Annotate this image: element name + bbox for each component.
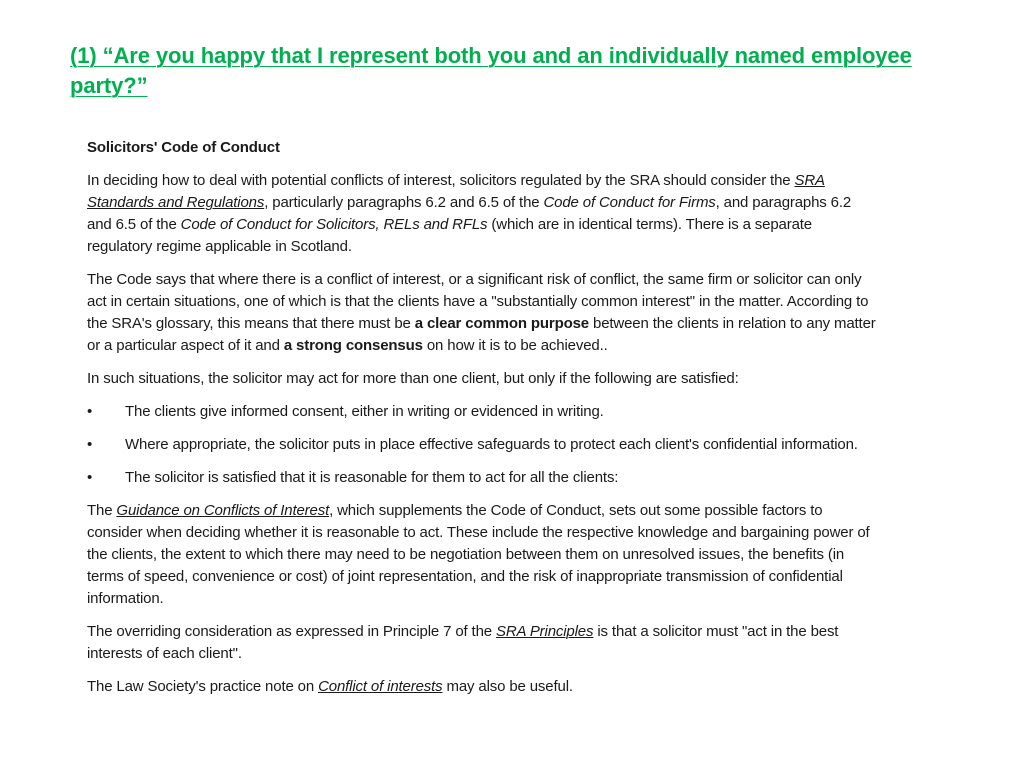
bullet-icon: • <box>87 469 93 486</box>
list-item-text: The clients give informed consent, either in writing or evidenced in writing. <box>125 403 604 420</box>
paragraph-principle-7 <box>87 621 877 665</box>
conflict-of-interests-link[interactable]: Conflict of interests <box>318 678 443 695</box>
document-body <box>87 137 877 709</box>
section-heading: Solicitors' Code of Conduct <box>87 139 280 156</box>
text-run: , which supplements the Code of Conduct, sets out some possible factors to consider when deciding whether it is reasonable to act. These include the respective knowledge and bargaining power of the clients, the extent to which there may need to be negotiation between them on unresolved issues, the benefits (in terms of speed, convenience or cost) of joint representation, and the risk of inappropriate transmission of confidential information. <box>87 502 870 607</box>
bold-strong-consensus: a strong consensus <box>283 337 423 354</box>
list-item-text: The solicitor is satisfied that it is reasonable for them to act for all the clients: <box>125 469 619 486</box>
sra-standards-link[interactable]: SRA Standards and Regulations <box>87 172 825 211</box>
text-run: The overriding consideration as expressed in Principle 7 of the <box>87 623 496 640</box>
list-item <box>87 434 877 456</box>
paragraph-practice-note <box>87 676 877 698</box>
text-run: The Law Society's practice note on <box>87 678 319 695</box>
text-run: may also be useful. <box>442 678 573 695</box>
text-run: The <box>87 502 117 519</box>
bullet-icon: • <box>87 436 93 453</box>
code-for-firms-title: Code of Conduct for Firms <box>543 194 716 211</box>
paragraph-guidance <box>87 500 877 610</box>
list-item-text: Where appropriate, the solicitor puts in place effective safeguards to protect each client's confidential information. <box>125 436 858 453</box>
conditions-list <box>87 401 877 489</box>
text-run: is that a solicitor must "act in the best interests of each client". <box>87 623 839 662</box>
text-run: (which are in identical terms). There is a separate regulatory regime applicable in Scotland. <box>87 216 812 255</box>
bold-common-purpose: a clear common purpose <box>414 315 590 332</box>
code-for-solicitors-title: Code of Conduct for Solicitors, RELs and RFLs <box>180 216 488 233</box>
list-item <box>87 401 877 423</box>
list-item <box>87 467 877 489</box>
text-run: on how it is to be achieved.. <box>422 337 608 354</box>
text-run: The Code says that where there is a conflict of interest, or a significant risk of conflict, the same firm or solicitor can only act in certain situations, one of which is that the clients have a "substantially common interest" in the matter. According to the SRA's glossary, this means that there must be <box>87 271 869 332</box>
text-run: between the clients in relation to any matter or a particular aspect of it and <box>87 315 876 354</box>
bullet-icon: • <box>87 403 93 420</box>
guidance-conflicts-link[interactable]: Guidance on Conflicts of Interest <box>116 502 330 519</box>
sra-principles-link[interactable]: SRA Principles <box>495 623 594 640</box>
text-run: In deciding how to deal with potential conflicts of interest, solicitors regulated by the SRA should consider the <box>87 172 795 189</box>
paragraph-sra-standards <box>87 170 877 258</box>
paragraph-conditions-intro: In such situations, the solicitor may act for more than one client, but only if the following are satisfied: <box>87 370 739 387</box>
text-run: , and paragraphs 6.2 and 6.5 of the <box>87 194 852 233</box>
text-run: , particularly paragraphs 6.2 and 6.5 of the <box>264 194 544 211</box>
page-title: (1) “Are you happy that I represent both you and an individually named employee party?” <box>70 43 912 98</box>
paragraph-common-interest <box>87 269 877 357</box>
